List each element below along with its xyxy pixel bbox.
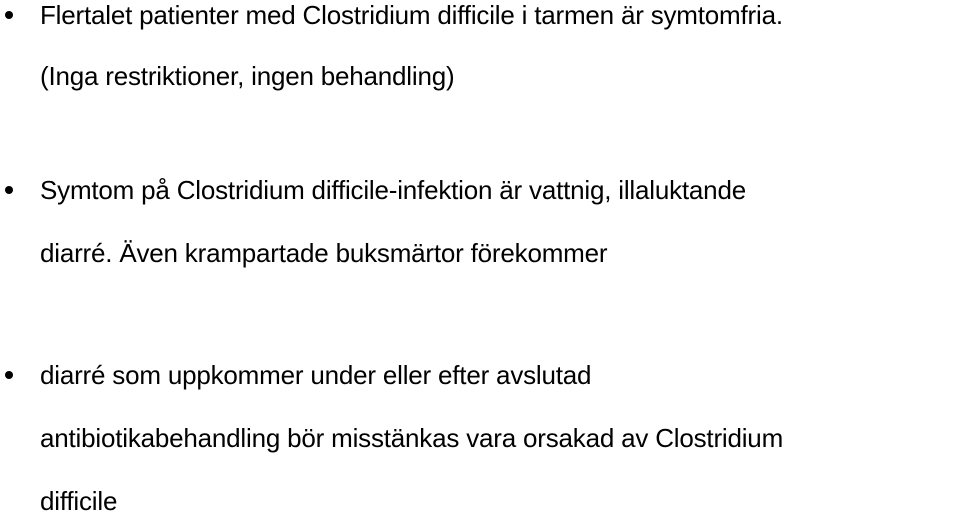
bullet-1-line-1: Flertalet patienter med Clostridium difficile i tarmen är symtomfria. [40, 0, 783, 30]
bullet-dot-icon [5, 11, 13, 19]
bullet-dot-icon [5, 371, 13, 379]
bullet-1-line-2: (Inga restriktioner, ingen behandling) [40, 61, 455, 91]
bullet-3-line-3: difficile [40, 486, 118, 516]
bullet-dot-icon [5, 186, 13, 194]
bullet-2-line-1: Symtom på Clostridium difficile-infektion är vattnig, illaluktande [40, 175, 746, 205]
bullet-2-line-2: diarré. Även krampartade buksmärtor förekommer [40, 238, 608, 268]
bullet-3-line-2: antibiotikabehandling bör misstänkas vara orsakad av Clostridium [40, 423, 784, 453]
bullet-3-line-1: diarré som uppkommer under eller efter avslutad [40, 360, 592, 390]
